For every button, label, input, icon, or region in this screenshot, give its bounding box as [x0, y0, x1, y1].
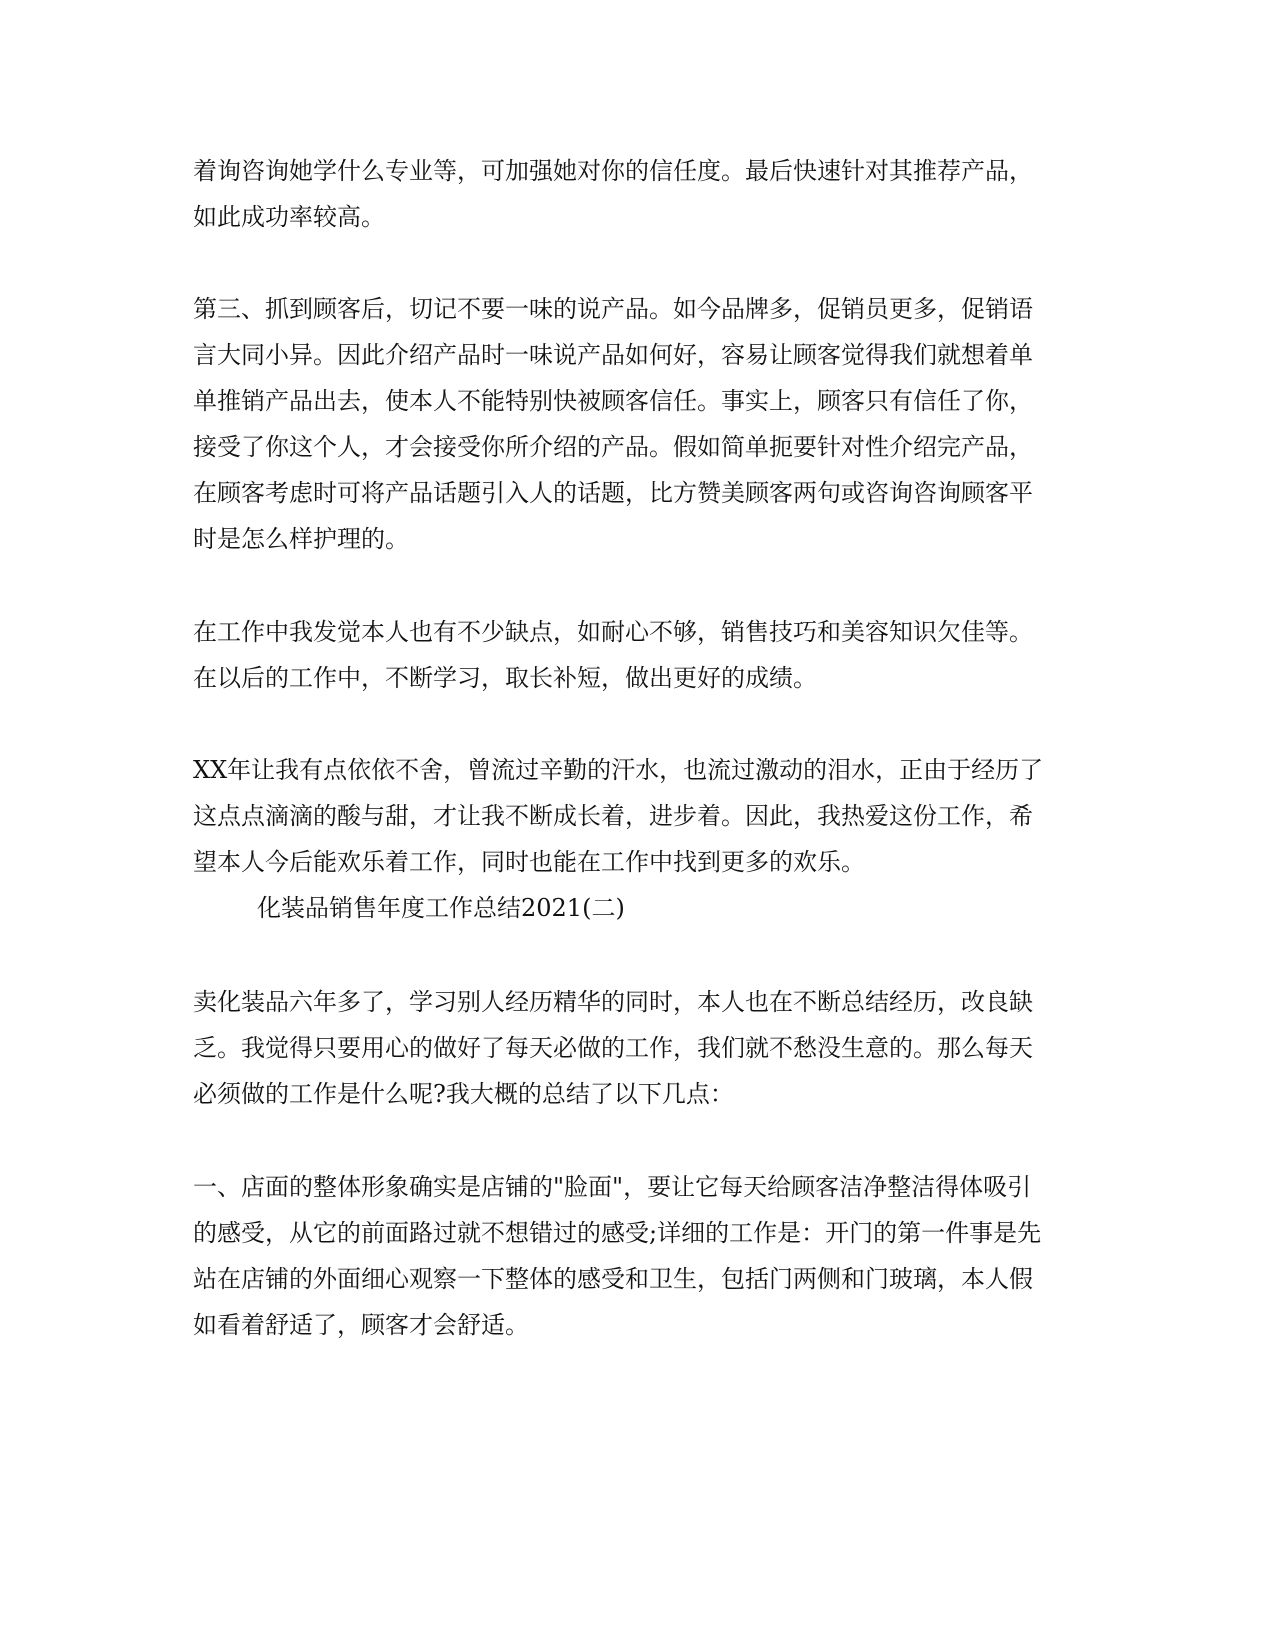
paragraph-2-line-4: 接受了你这个人，才会接受你所介绍的产品。假如简单扼要针对性介绍完产品，: [193, 433, 1033, 461]
paragraph-5-line-1: 卖化装品六年多了，学习别人经历精华的同时，本人也在不断总结经历，改良缺: [193, 988, 1033, 1016]
paragraph-6-line-4: 如看着舒适了，顾客才会舒适。: [193, 1311, 529, 1339]
paragraph-3-line-1: 在工作中我发觉本人也有不少缺点，如耐心不够，销售技巧和美容知识欠佳等。: [193, 618, 1033, 646]
paragraph-1-line-2: 如此成功率较高。: [193, 203, 385, 231]
paragraph-6-line-2: 的感受，从它的前面路过就不想错过的感受;详细的工作是：开门的第一件事是先: [193, 1219, 1042, 1247]
paragraph-5-line-2: 乏。我觉得只要用心的做好了每天必做的工作，我们就不愁没生意的。那么每天: [193, 1034, 1033, 1062]
paragraph-2-line-5: 在顾客考虑时可将产品话题引入人的话题，比方赞美顾客两句或咨询咨询顾客平: [193, 479, 1033, 507]
paragraph-3-line-2: 在以后的工作中，不断学习，取长补短，做出更好的成绩。: [193, 664, 817, 692]
paragraph-4-line-1: XX年让我有点依依不舍，曾流过辛勤的汗水，也流过激动的泪水，正由于经历了: [193, 756, 1044, 784]
paragraph-2-line-6: 时是怎么样护理的。: [193, 525, 409, 553]
paragraph-6-line-3: 站在店铺的外面细心观察一下整体的感受和卫生，包括门两侧和门玻璃，本人假: [193, 1265, 1033, 1293]
section-heading: 化装品销售年度工作总结2021(二): [257, 894, 625, 922]
paragraph-2-line-2: 言大同小异。因此介绍产品时一味说产品如何好，容易让顾客觉得我们就想着单: [193, 341, 1033, 369]
paragraph-2-line-1: 第三、抓到顾客后，切记不要一味的说产品。如今品牌多，促销员更多，促销语: [193, 295, 1033, 323]
paragraph-5-line-3: 必须做的工作是什么呢?我大概的总结了以下几点：: [193, 1080, 734, 1108]
paragraph-4-line-2: 这点点滴滴的酸与甜，才让我不断成长着，进步着。因此，我热爱这份工作，希: [193, 802, 1033, 830]
paragraph-1-line-1: 着询咨询她学什么专业等，可加强她对你的信任度。最后快速针对其推荐产品，: [193, 157, 1033, 185]
paragraph-2-line-3: 单推销产品出去，使本人不能特别快被顾客信任。事实上，顾客只有信任了你，: [193, 387, 1033, 415]
paragraph-4-line-3: 望本人今后能欢乐着工作，同时也能在工作中找到更多的欢乐。: [193, 848, 865, 876]
paragraph-6-line-1: 一、店面的整体形象确实是店铺的"脸面"，要让它每天给顾客洁净整洁得体吸引: [193, 1173, 1032, 1201]
